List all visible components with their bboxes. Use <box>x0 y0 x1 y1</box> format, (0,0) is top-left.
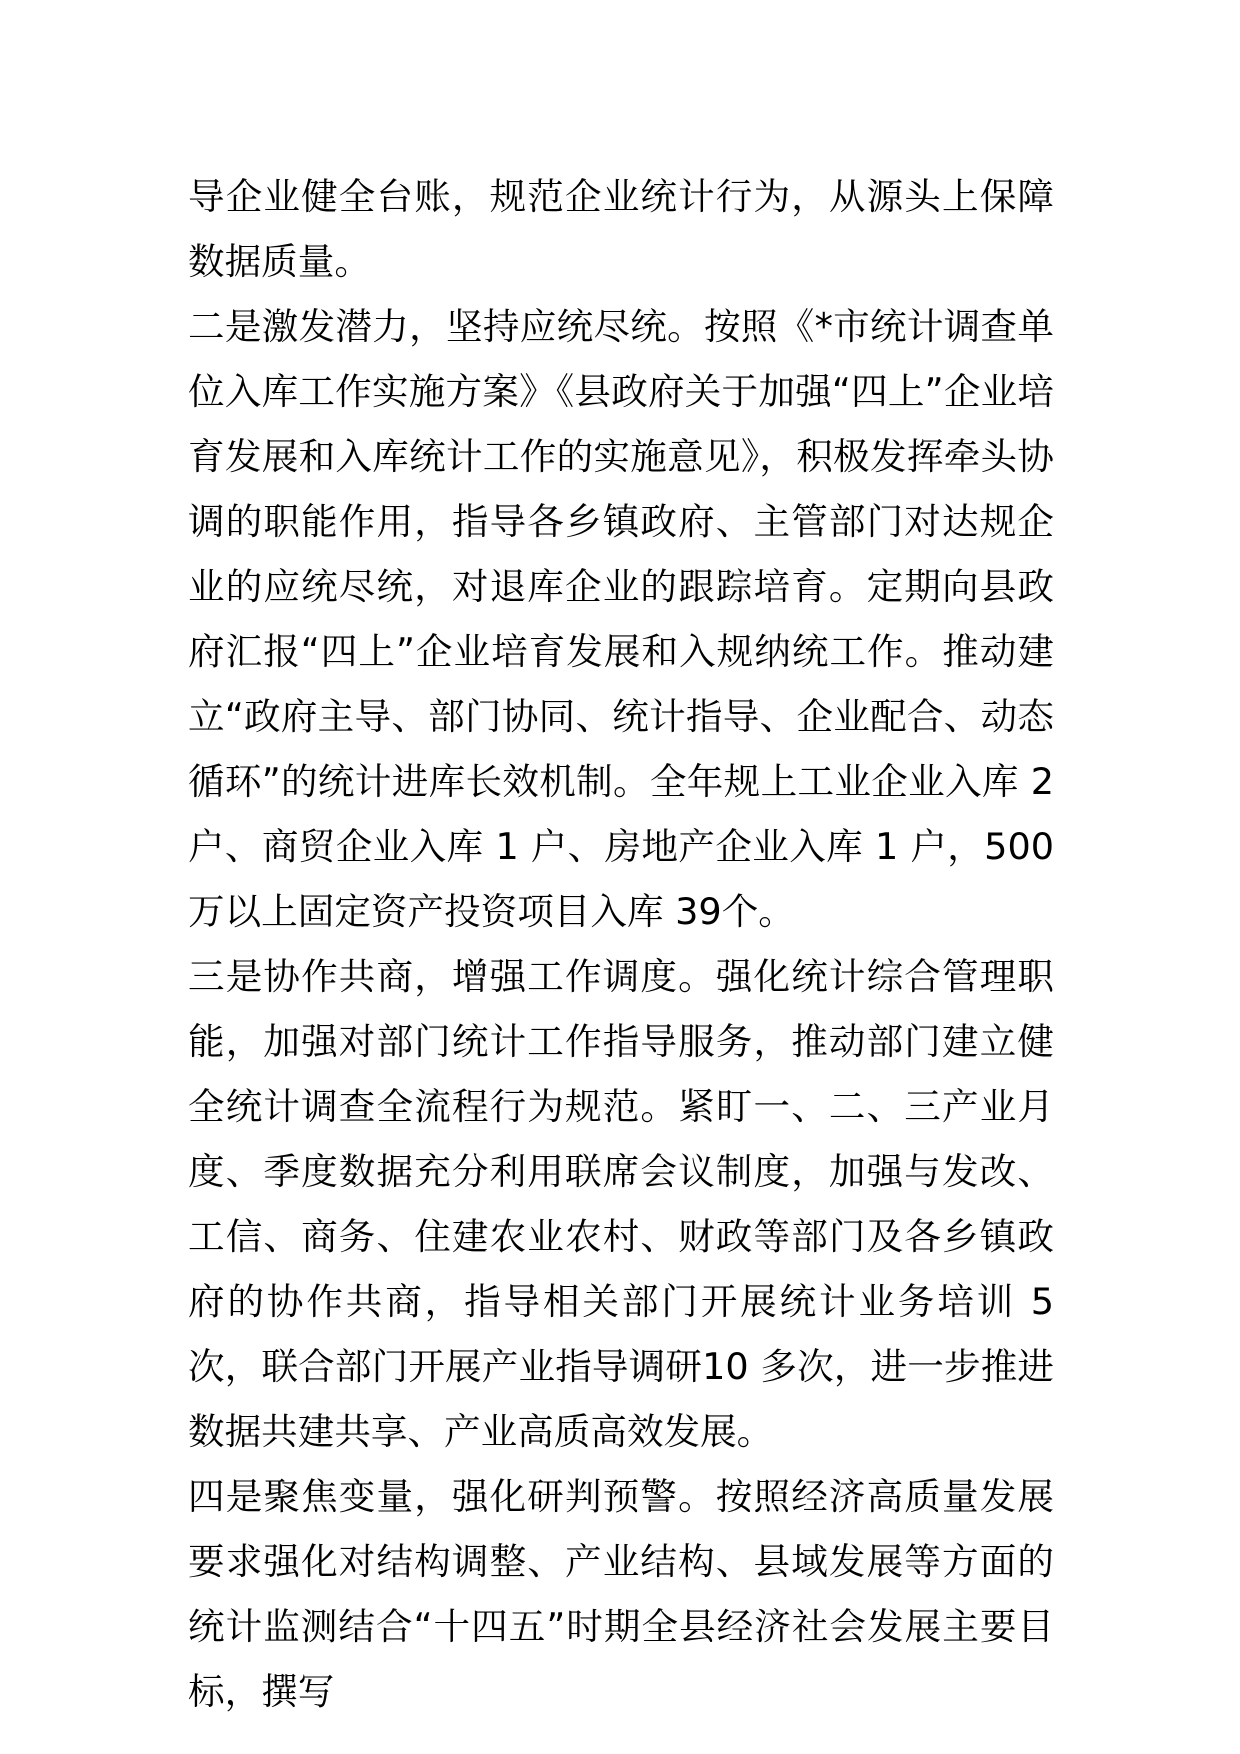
document-body <box>188 164 1054 1724</box>
paragraph-data-quality: 导企业健全台账，规范企业统计行为，从源头上保障数据质量。 <box>188 175 1054 283</box>
paragraph-focus-variables: 四是聚焦变量，强化研判预警。按照经济高质量发展要求强化对结构调整、产业结构、县域发展等方面的统计监测结合“十四五”时期全县经济社会发展主要目标，撰写 <box>188 1475 1054 1713</box>
paragraph-collaboration: 三是协作共商，增强工作调度。强化统计综合管理职能，加强对部门统计工作指导服务，推动部门建立健全统计调查全流程行为规范。紧盯一、二、三产业月度、季度数据充分利用联席会议制度，加强与发改、工信、商务、住建农业农村、财政等部门及各乡镇政府的协作共商，指导相关部门开展统计业务培训 5 次，联合部门开展产业指导调研10 多次，进一步推进数据共建共享、产业高质高效发展。 <box>188 955 1054 1453</box>
paragraph-stimulate-potential: 二是激发潜力，坚持应统尽统。按照《*市统计调查单位入库工作实施方案》《县政府关于加强“四上”企业培育发展和入库统计工作的实施意见》，积极发挥牵头协调的职能作用，指导各乡镇政府、主管部门对达规企业的应统尽统，对退库企业的跟踪培育。定期向县政府汇报“四上”企业培育发展和入规纳统工作。推动建立“政府主导、部门协同、统计指导、企业配合、动态循环”的统计进库长效机制。全年规上工业企业入库 2 户、商贸企业入库 1 户、房地产企业入库 1 户，500 万以上固定资产投资项目入库 39个。 <box>188 305 1054 933</box>
